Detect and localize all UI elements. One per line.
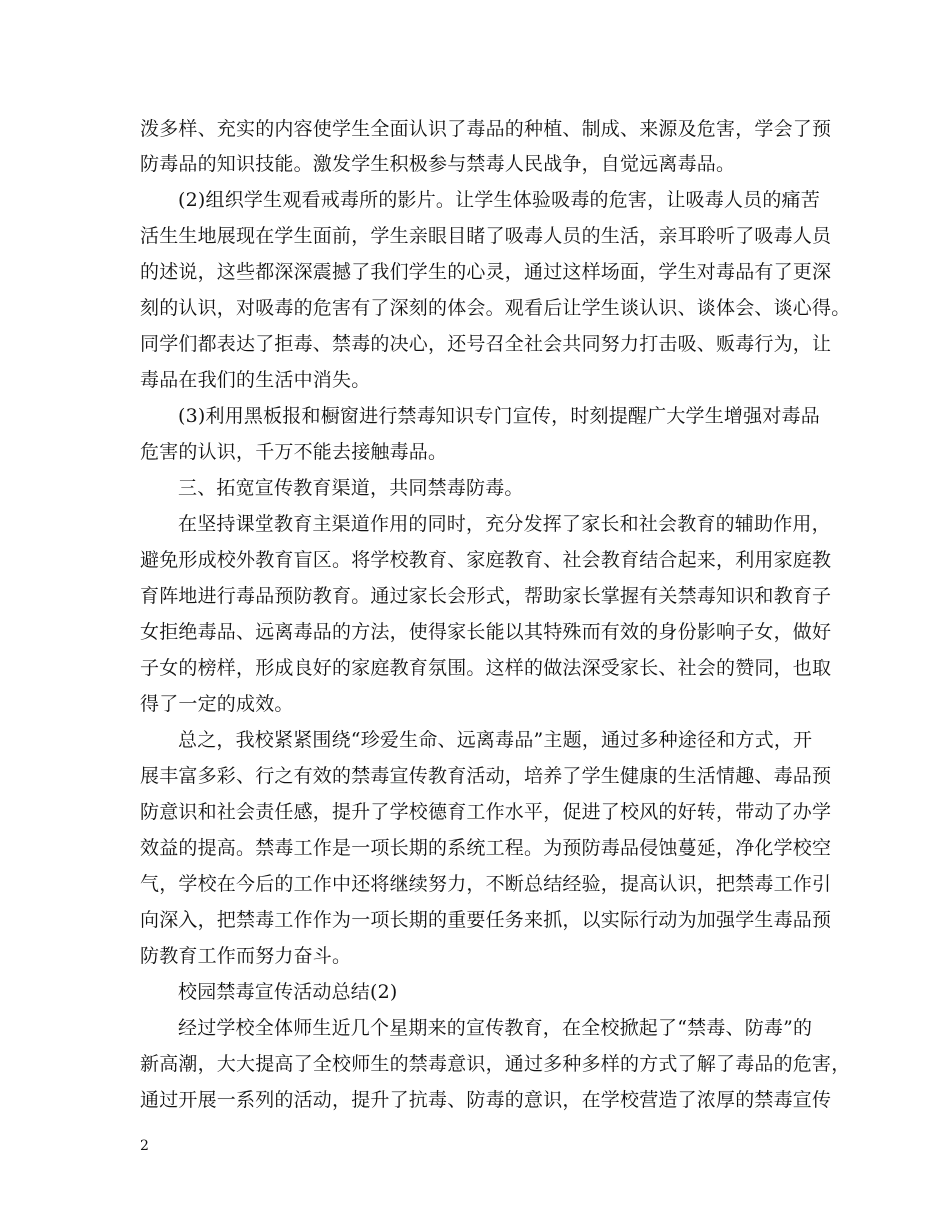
text-line: 活生生地展现在学生面前，学生亲眼目睹了吸毒人员的生活，亲耳聆听了吸毒人员 xyxy=(140,225,832,247)
text-line: 防意识和社会责任感，提升了学校德育工作水平，促进了校风的好转，带动了办学 xyxy=(140,801,832,823)
text-line: 在坚持课堂教育主渠道作用的同时，充分发挥了家长和社会教育的辅助作用， xyxy=(178,513,831,535)
text-line: 防教育工作而努力奋斗。 xyxy=(140,945,352,967)
text-line: 刻的认识，对吸毒的危害有了深刻的体会。观看后让学生谈认识、谈体会、谈心得。 xyxy=(140,297,851,319)
text-line: 气，学校在今后的工作中还将继续努力，不断总结经验，提高认识，把禁毒工作引 xyxy=(140,873,832,895)
section-title: 校园禁毒宣传活动总结(2) xyxy=(178,981,398,1003)
text-line: 经过学校全体师生近几个星期来的宣传教育，在全校掀起了“禁毒、防毒”的 xyxy=(178,1017,813,1039)
text-line: 危害的认识，千万不能去接触毒品。 xyxy=(140,441,448,463)
text-line: 总之，我校紧紧围绕“珍爱生命、远离毒品”主题，通过多种途径和方式，开 xyxy=(178,729,813,751)
text-line: 效益的提高。禁毒工作是一项长期的系统工程。为预防毒品侵蚀蔓延，净化学校空 xyxy=(140,837,832,859)
text-line: 新高潮，大大提高了全校师生的禁毒意识，通过多种多样的方式了解了毒品的危害， xyxy=(140,1053,851,1075)
text-line: (2)组织学生观看戒毒所的影片。让学生体验吸毒的危害，让吸毒人员的痛苦 xyxy=(178,189,820,211)
section-heading: 三、拓宽宣传教育渠道，共同禁毒防毒。 xyxy=(178,477,524,499)
text-line: 同学们都表达了拒毒、禁毒的决心，还号召全社会共同努力打击吸、贩毒行为，让 xyxy=(140,333,832,355)
text-line: 子女的榜样，形成良好的家庭教育氛围。这样的做法深受家长、社会的赞同，也取 xyxy=(140,657,832,679)
text-line: 育阵地进行毒品预防教育。通过家长会形式，帮助家长掌握有关禁毒知识和教育子 xyxy=(140,585,832,607)
text-line: 展丰富多彩、行之有效的禁毒宣传教育活动，培养了学生健康的生活情趣、毒品预 xyxy=(140,765,832,787)
text-line: 得了一定的成效。 xyxy=(140,693,294,715)
text-line: 女拒绝毒品、远离毒品的方法，使得家长能以其特殊而有效的身份影响子女，做好 xyxy=(140,621,832,643)
text-line: 向深入，把禁毒工作作为一项长期的重要任务来抓，以实际行动为加强学生毒品预 xyxy=(140,909,832,931)
text-line: 的述说，这些都深深震撼了我们学生的心灵，通过这样场面，学生对毒品有了更深 xyxy=(140,261,832,283)
text-line: 毒品在我们的生活中消失。 xyxy=(140,369,371,391)
text-line: 避免形成校外教育盲区。将学校教育、家庭教育、社会教育结合起来，利用家庭教 xyxy=(140,549,832,571)
text-line: 通过开展一系列的活动，提升了抗毒、防毒的意识，在学校营造了浓厚的禁毒宣传 xyxy=(140,1089,832,1111)
text-line: (3)利用黑板报和橱窗进行禁毒知识专门宣传，时刻提醒广大学生增强对毒品 xyxy=(178,405,820,427)
text-line: 泼多样、充实的内容使学生全面认识了毒品的种植、制成、来源及危害，学会了预 xyxy=(140,118,832,140)
page-number: 2 xyxy=(140,1138,149,1154)
text-line: 防毒品的知识技能。激发学生积极参与禁毒人民战争，自觉远离毒品。 xyxy=(140,153,736,175)
